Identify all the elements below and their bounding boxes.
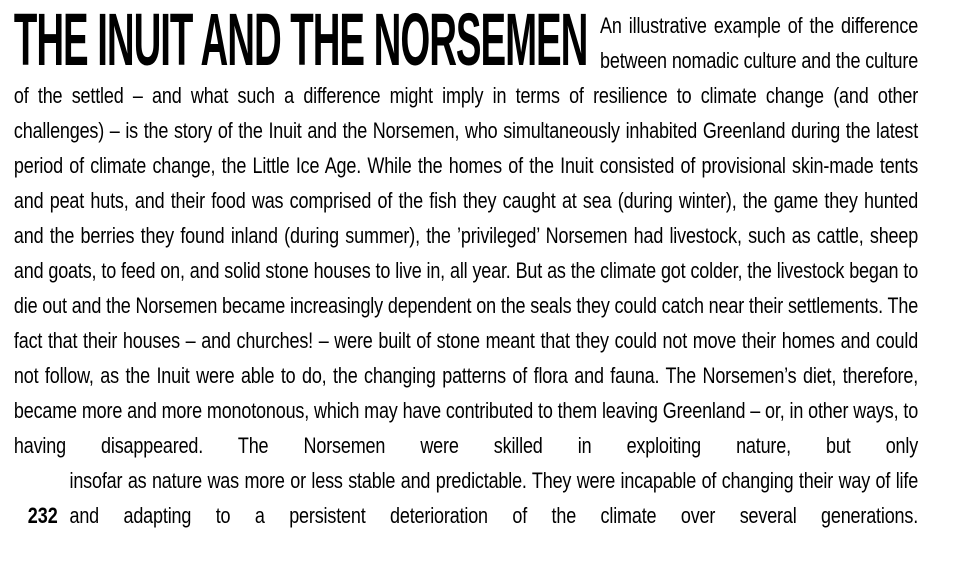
page-footer-row [14,463,918,533]
headline-text: THE INUIT AND THE NORSEMEN [13,0,588,81]
page-number: 232 [27,503,58,528]
article-headline [13,0,590,81]
article-body-end: insofar as nature was more or less stable and predictable. They were incapable of changing their way of life and adapting to a persistent deterioration of the climate over several generations. [69,468,919,528]
article-body-lead: An illustrative example of the difference between nomadic culture and the culture of the settled – and what such a difference might imply in terms of resilience to climate change (and other challenges) – is the story of the Inuit and the Norsemen, who simultaneously inhabited Greenland during the latest period of climate change, the Little Ice Age. While the homes of the Inuit consisted of provisional skin-made tents and peat huts, and their food was comprised of the fish they caught at sea (during winter), the game they hunted and the berries they found inland (during summer), the ’privileged’ Norsemen had livestock, such as cattle, sheep and goats, to feed on, and solid stone houses to live in, all year. But as the climate got colder, the livestock began to die out and the Norsemen became increasingly dependent on the seals they could catch near their settlements. The fact that their houses – and churches! – were built of stone meant that they could not move their homes and could not follow, as the Inuit were able to do, the changing patterns of flora and fauna. The Norsemen’s diet, therefore, became more and more monotonous, which may have contributed to them leaving Greenland – or, in other ways, to having disappeared. The Norsemen were skilled in exploiting nature, but only [13,13,919,458]
